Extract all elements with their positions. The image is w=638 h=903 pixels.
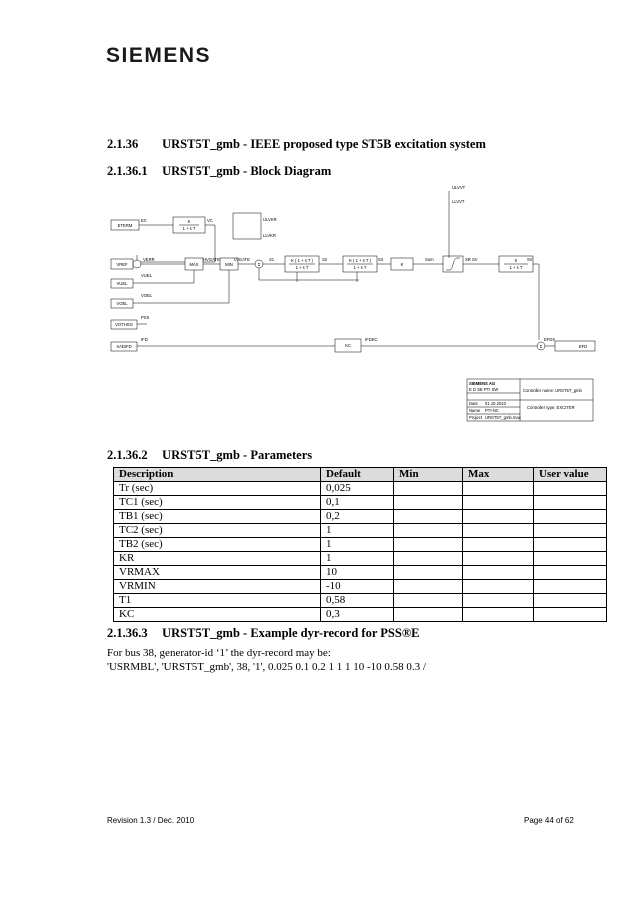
ulvkr-label: ULVKR	[263, 217, 277, 222]
table-cell	[534, 580, 607, 594]
s2-label: S2	[322, 257, 328, 262]
table-row	[114, 552, 607, 566]
voel-input-label: VOEL	[116, 301, 128, 306]
efd-label: EFD	[578, 344, 588, 349]
table-cell	[534, 566, 607, 580]
llvvt-label: LLVVT	[452, 199, 465, 204]
table-cell	[463, 524, 534, 538]
table-cell	[534, 482, 607, 496]
table-cell	[534, 524, 607, 538]
kr-label: K	[400, 262, 404, 267]
transducer-den: 1 + s T	[182, 226, 196, 231]
table-cell	[394, 538, 463, 552]
section-heading-block-diagram: 2.1.36.1 URST5T_gmb - Block Diagram	[107, 164, 332, 178]
example-intro: For bus 38, generator-id ‘1’ the dyr-record may be:	[107, 647, 331, 659]
table-cell	[394, 510, 463, 524]
table-cell	[534, 594, 607, 608]
transducer-k: K	[187, 219, 191, 224]
table-cell	[394, 482, 463, 496]
table-cell	[534, 496, 607, 510]
pss-signal-label: PSS	[141, 315, 150, 320]
lead-lag-1-num: K ( 1 + s T )	[291, 258, 313, 263]
table-cell	[394, 552, 463, 566]
siemens-logo: SIEMENS	[106, 44, 212, 67]
ulvvt-label: ULVVT	[452, 185, 466, 190]
vuel-signal-label: VUEL	[141, 273, 152, 278]
lead-lag-2-num: K ( 1 + s T )	[349, 258, 371, 263]
voel-signal-label: VOEL	[141, 293, 153, 298]
table-cell: TC2 (sec)	[114, 524, 321, 538]
table-cell: TC1 (sec)	[114, 496, 321, 510]
table-cell: KC	[114, 608, 321, 622]
col-default: Default	[321, 468, 394, 482]
table-cell	[394, 580, 463, 594]
table-cell	[463, 538, 534, 552]
table-cell	[394, 524, 463, 538]
table-cell: VRMAX	[114, 566, 321, 580]
sum-label: Sum	[425, 257, 434, 262]
sum-s1-label: Σ	[257, 262, 261, 267]
table-row	[114, 580, 607, 594]
verr-label: VERR	[143, 257, 155, 262]
col-min: Min	[394, 468, 463, 482]
ifd-signal-label: IFD	[141, 337, 148, 342]
table-cell	[463, 608, 534, 622]
table-row	[114, 510, 607, 524]
tb-date-label: Date	[469, 401, 478, 406]
lead-lag-2-den: 1 + s T	[353, 265, 367, 270]
hvgate-label: HVGATE	[203, 257, 220, 262]
output-summer-label: Σ	[539, 344, 543, 349]
table-row	[114, 524, 607, 538]
section-heading-parameters: 2.1.36.2 URST5T_gmb - Parameters	[107, 448, 313, 462]
table-row	[114, 566, 607, 580]
table-cell: 1	[321, 552, 394, 566]
table-cell: 0,3	[321, 608, 394, 622]
table-cell: 0,2	[321, 510, 394, 524]
table-cell: 0,1	[321, 496, 394, 510]
lvgate-label: LVGATE	[234, 257, 250, 262]
kr-limits-block	[233, 213, 261, 239]
table-cell	[463, 496, 534, 510]
tb-project: URST5T_gmb.mac	[485, 415, 521, 420]
table-cell	[534, 608, 607, 622]
tb-project-label: Project	[469, 415, 483, 420]
output-lag-k: K	[514, 258, 518, 263]
table-cell: VRMIN	[114, 580, 321, 594]
table-cell: 0,58	[321, 594, 394, 608]
table-cell	[394, 608, 463, 622]
table-row	[114, 608, 607, 622]
xadifd-input-label: XADIFD	[116, 344, 132, 349]
tb-name: PTI-NC	[485, 408, 499, 413]
table-cell	[463, 510, 534, 524]
sv-label-out: SV	[527, 257, 533, 262]
table-row	[114, 482, 607, 496]
output-lag-den: 1 + s T	[509, 265, 523, 270]
tb-controller-name: Controller name: URST5T_gmb	[523, 388, 582, 393]
kc-label: KC	[345, 343, 351, 348]
sv-label: SV	[472, 257, 478, 262]
table-cell: 1	[321, 524, 394, 538]
col-max: Max	[463, 468, 534, 482]
table-cell: KR	[114, 552, 321, 566]
tb-date: 01.10.2010	[485, 401, 506, 406]
ec-label: EC	[141, 218, 147, 223]
table-cell	[394, 594, 463, 608]
table-row	[114, 594, 607, 608]
vothsg-input-label: VOTHSG	[115, 322, 133, 327]
table-cell: TB2 (sec)	[114, 538, 321, 552]
table-cell	[394, 496, 463, 510]
table-cell	[534, 538, 607, 552]
example-dyr-record: 'USRMBL', 'URST5T_gmb', 38, '1', 0.025 0.1 0.2 1 1 1 10 -10 0.58 0.3 /	[107, 661, 426, 673]
vref-label: VREF	[116, 262, 128, 267]
footer-revision: Revision 1.3 / Dec. 2010	[107, 816, 195, 825]
table-cell: Tr (sec)	[114, 482, 321, 496]
table-header-row	[114, 468, 607, 482]
eterm-label: ETERM	[117, 223, 133, 228]
table-cell	[463, 566, 534, 580]
block-diagram	[107, 180, 597, 425]
footer-page-number: Page 44 of 62	[524, 816, 574, 825]
table-cell	[463, 580, 534, 594]
tb-name-label: Name	[469, 408, 481, 413]
error-summer	[133, 260, 141, 268]
table-cell	[463, 552, 534, 566]
table-cell	[534, 510, 607, 524]
vuel-input-label: VUEL	[116, 281, 128, 286]
tb-company: SIEMENS AG	[469, 381, 496, 386]
parameters-table	[113, 467, 607, 622]
section-heading-2-1-36: 2.1.36 URST5T_gmb - IEEE proposed type ST5B excitation system	[107, 137, 486, 151]
table-row	[114, 538, 607, 552]
table-cell	[534, 552, 607, 566]
table-cell: 10	[321, 566, 394, 580]
ifdkc-label: IFDKC	[365, 337, 378, 342]
table-cell: 1	[321, 538, 394, 552]
vc-label: VC	[207, 218, 213, 223]
table-cell: TB1 (sec)	[114, 510, 321, 524]
s1-label: S1	[269, 257, 275, 262]
lead-lag-1-den: 1 + s T	[295, 265, 309, 270]
table-cell: 0,025	[321, 482, 394, 496]
s3-label: S3	[378, 257, 384, 262]
table-cell	[394, 566, 463, 580]
efdx-label: EFDX	[544, 337, 556, 342]
table-cell: T1	[114, 594, 321, 608]
tb-controller-type: Controller type: EXCITER	[527, 405, 575, 410]
llvkr-label: LLVKR	[263, 233, 276, 238]
table-row	[114, 496, 607, 510]
efd-output	[555, 341, 595, 351]
sr-label: SR	[465, 257, 471, 262]
min-label: MIN	[225, 262, 233, 267]
section-heading-example: 2.1.36.3 URST5T_gmb - Example dyr-record for PSS®E	[107, 626, 420, 640]
table-cell	[463, 482, 534, 496]
max-label: MAX	[189, 262, 199, 267]
col-description: Description	[114, 468, 321, 482]
table-cell: -10	[321, 580, 394, 594]
col-user-value: User value	[534, 468, 607, 482]
table-cell	[463, 594, 534, 608]
tb-dept: E D SE PTI SW	[469, 387, 499, 392]
